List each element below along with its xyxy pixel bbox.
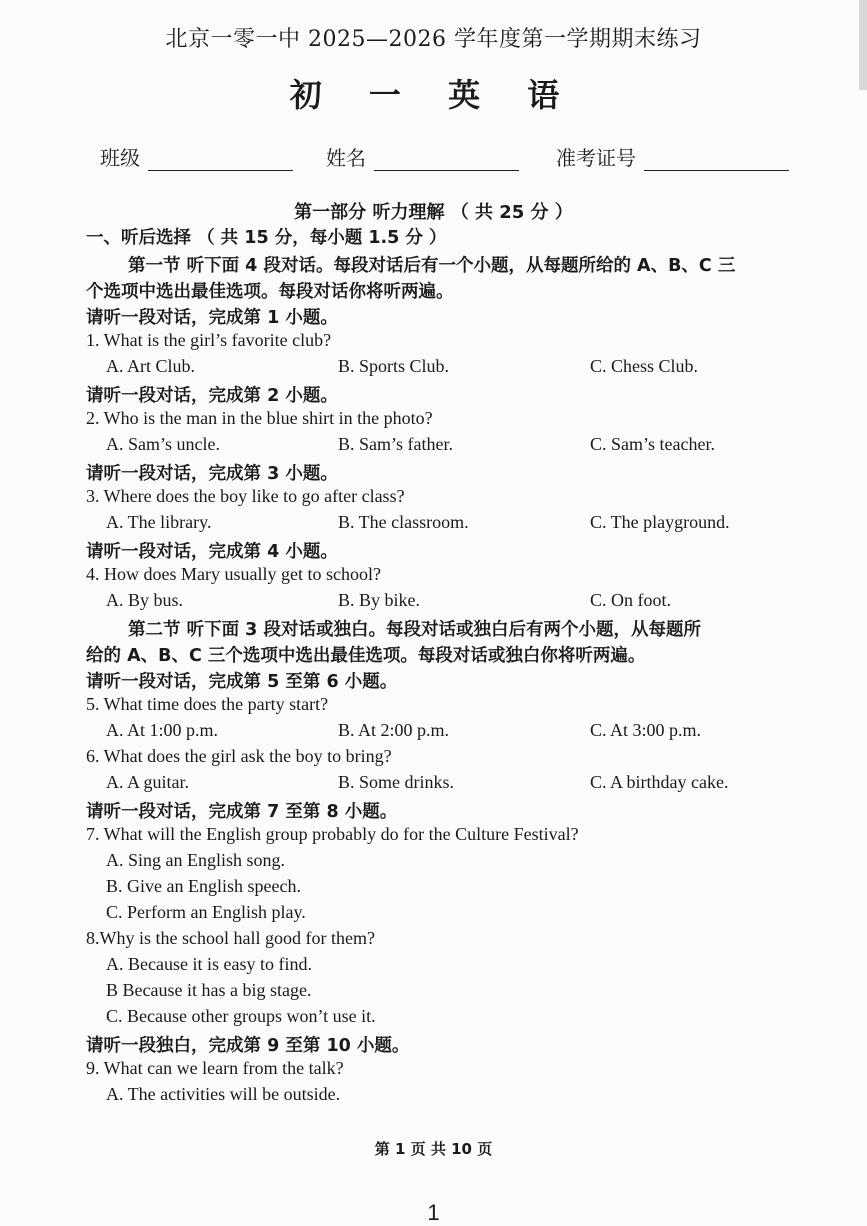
page-number: 1: [427, 1200, 440, 1225]
section2-instruction-line2: 给的 A、B、C 三个选项中选出最佳选项。每段对话或独白你将听两遍。: [86, 646, 646, 666]
option-6b: B. Some drinks.: [338, 772, 455, 792]
section1-instruction-line1: 第一节 听下面 4 段对话。每段对话后有一个小题，从每题所给的 A、B、C 三: [128, 256, 736, 276]
option-6a: A. A guitar.: [106, 772, 190, 792]
option-4a: A. By bus.: [106, 590, 184, 610]
option-2a: A. Sam’s uncle.: [106, 434, 220, 454]
question-6: 6. What does the girl ask the boy to bring?: [86, 746, 392, 766]
listening-instruction: 请听一段对话，完成第 1 小题。: [86, 308, 338, 328]
question-7: 7. What will the English group probably do for the Culture Festival?: [86, 824, 579, 844]
page-info: 第 1 页 共 10 页: [374, 1140, 493, 1158]
exam-id-label: 准考证号: [556, 146, 636, 170]
option-7c: C. Perform an English play.: [106, 902, 306, 922]
subject-title: 初 一 英 语: [289, 76, 578, 114]
question-8: 8.Why is the school hall good for them?: [86, 928, 375, 948]
student-info-fields: [0, 142, 867, 172]
option-3a: A. The library.: [106, 512, 212, 532]
school-title: 北京一零一中 2025—2026 学年度第一学期期末练习: [165, 27, 702, 52]
option-1c: C. Chess Club.: [590, 356, 699, 376]
question-3: 3. Where does the boy like to go after class?: [86, 486, 405, 506]
listening-instruction: 请听一段对话，完成第 2 小题。: [86, 386, 338, 406]
option-5c: C. At 3:00 p.m.: [590, 720, 702, 740]
option-8b: B Because it has a big stage.: [106, 980, 312, 1000]
question-5: 5. What time does the party start?: [86, 694, 329, 714]
listening-instruction: 请听一段对话，完成第 3 小题。: [86, 464, 338, 484]
option-7a: A. Sing an English song.: [106, 850, 286, 870]
name-field[interactable]: [326, 142, 519, 171]
option-5b: B. At 2:00 p.m.: [338, 720, 450, 740]
option-2c: C. Sam’s teacher.: [590, 434, 715, 454]
name-label: 姓名: [326, 146, 366, 170]
listening-instruction: 请听一段对话，完成第 7 至第 8 小题。: [86, 802, 398, 822]
option-5a: A. At 1:00 p.m.: [106, 720, 219, 740]
part-title: 第一部分 听力理解 （ 共 25 分 ）: [294, 202, 573, 223]
class-blank[interactable]: [148, 150, 293, 171]
option-2b: B. Sam’s father.: [338, 434, 453, 454]
option-8a: A. Because it is easy to find.: [106, 954, 312, 974]
option-7b: B. Give an English speech.: [106, 876, 301, 896]
listening-instruction: 请听一段对话，完成第 4 小题。: [86, 542, 338, 562]
option-1a: A. Art Club.: [106, 356, 196, 376]
option-3c: C. The playground.: [590, 512, 730, 532]
option-6c: C. A birthday cake.: [590, 772, 729, 792]
listening-instruction: 请听一段独白，完成第 9 至第 10 小题。: [86, 1036, 410, 1056]
question-9: 9. What can we learn from the talk?: [86, 1058, 344, 1078]
name-blank[interactable]: [374, 150, 519, 171]
option-4b: B. By bike.: [338, 590, 421, 610]
option-1b: B. Sports Club.: [338, 356, 450, 376]
section1-instruction-line2: 个选项中选出最佳选项。每段对话你将听两遍。: [86, 282, 454, 302]
question-1: 1. What is the girl’s favorite club?: [86, 330, 332, 350]
section2-instruction-line1: 第二节 听下面 3 段对话或独白。每段对话或独白后有两个小题，从每题所: [128, 620, 701, 640]
question-2: 2. Who is the man in the blue shirt in the photo?: [86, 408, 433, 428]
option-4c: C. On foot.: [590, 590, 671, 610]
option-8c: C. Because other groups won’t use it.: [106, 1006, 376, 1026]
class-field[interactable]: [100, 142, 293, 171]
section-heading: 一、听后选择 （ 共 15 分，每小题 1.5 分 ）: [86, 228, 447, 248]
class-label: 班级: [100, 146, 140, 170]
option-3b: B. The classroom.: [338, 512, 469, 532]
listening-instruction: 请听一段对话，完成第 5 至第 6 小题。: [86, 672, 398, 692]
option-9a: A. The activities will be outside.: [106, 1084, 341, 1104]
exam-id-blank[interactable]: [644, 150, 789, 171]
question-4: 4. How does Mary usually get to school?: [86, 564, 381, 584]
exam-id-field[interactable]: [556, 142, 789, 171]
